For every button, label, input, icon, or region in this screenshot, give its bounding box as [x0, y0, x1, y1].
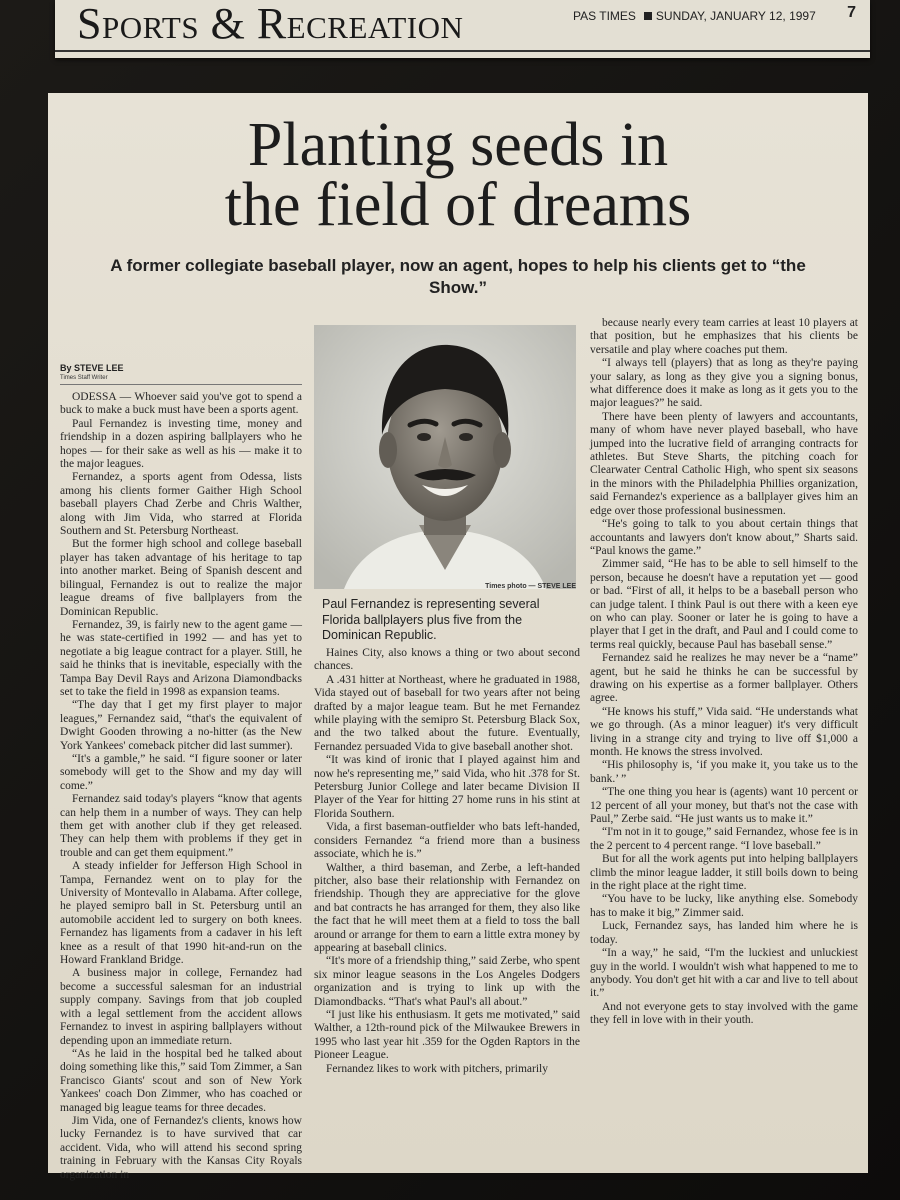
article-column-3: [590, 317, 858, 1028]
article-paragraph: “I just like his enthusiasm. It gets me motivated,” said Walther, a 12th-round pick of the Milwaukee Brewers in 1995 who last year hit .359 for the Ogden Raptors in the Pioneer League.: [314, 1008, 580, 1062]
article-paragraph: But for all the work agents put into helping ballplayers climb the minor league ladder, it still boils down to being in the right place at the right time.: [590, 853, 858, 893]
byline-title: Times Staff Writer: [60, 375, 108, 381]
article-paragraph: “The day that I get my first player to major leagues,” Fernandez said, “that's the equivalent of Dwight Gooden throwing a no-hitter (as the New York Yankees' comeback pitcher did last summer).: [60, 699, 302, 752]
article-paragraph: “His philosophy is, ‘if you make it, you take us to the bank.’ ”: [590, 759, 858, 785]
article-paragraph: Walther, a third baseman, and Zerbe, a left-handed pitcher, also base their relationship with Fernandez on friendship. Though they are appreciative for the glove and bat contracts he has arranged for them, they also like the fact that he will meet them at a field to toss the ball around or arrange for them to earn a little extra money by appearing at baseball clinics.: [314, 861, 580, 954]
article-clipping: [48, 93, 868, 1181]
article-paragraph: ODESSA — Whoever said you've got to spend a buck to make a buck must have been a sports agent.: [60, 391, 302, 417]
article-paragraph: A steady infielder for Jefferson High School in Tampa, Fernandez went on to play for the University of Montevallo in Alabama. After college, he played semipro ball in St. Petersburg until an automobile accident led to surgery on both knees. Fernandez has ligaments from a cadaver in his left knee as a result of that 1990 hit-and-run on the Howard Frankland Bridge.: [60, 860, 302, 967]
deck-subhead: A former collegiate baseball player, now an agent, hopes to help his clients get to “the Show.”: [110, 256, 806, 297]
article-paragraph: Luck, Fernandez says, has landed him where he is today.: [590, 920, 858, 946]
page-number: 7: [847, 4, 856, 21]
column-2-body: [314, 647, 580, 1076]
byline: By STEVE LEE: [60, 363, 124, 373]
article-paragraph: And not everyone gets to stay involved with the game they fell in love with in their youth.: [590, 1000, 858, 1027]
article-paragraph: Fernandez likes to work with pitchers, primarily: [326, 1062, 548, 1075]
section-title: Sports & Recreation: [77, 0, 464, 48]
article-paragraph: There have been plenty of lawyers and accountants, many of whom have never played baseball, who have jumped into the lucrative field of arranging contracts for athletes. But Steve Sharts, the pitching coach for Clearwater Central Catholic High, who spent six seasons in the minors with the Philadelphia Phillies organization, said Fernandez's experience as a ballplayer gives him an edge over those professional businessmen.: [590, 410, 858, 517]
article-paragraph: “It's more of a friendship thing,” said Zerbe, who spent six minor league seasons in the Los Angeles Dodgers organization and is trying to link up with the Diamondbacks. “That's what Paul's all about.”: [314, 955, 580, 1008]
square-bullet-icon: [644, 12, 652, 20]
article-paragraph: “The one thing you hear is (agents) want 10 percent or 12 percent of all your money, but that's not the case with Paul,” Zerbe said. “He just wants us to make it.”: [590, 786, 858, 826]
section-header-clipping: [55, 0, 870, 58]
headline: [48, 111, 868, 239]
byline-rule: [60, 384, 302, 385]
article-paragraph: Paul Fernandez is investing time, money and friendship in a dozen aspiring ballplayers who he hopes — for their sake as well as his — make it to the major leagues.: [60, 417, 302, 471]
article-paragraph: Fernandez said he realizes he may never be a “name” agent, but he said he thinks he can be successful by drawing on his expertise as a former ballplayer. Others agree.: [590, 652, 858, 705]
article-paragraph: “It was kind of ironic that I played against him and now he's representing me,” said Vida, who hit .378 for St. Petersburg Junior College and later became Division II Player of the Year for hitting 27 home runs in his stint at Florida Southern.: [314, 754, 580, 820]
article-paragraph: “As he laid in the hospital bed he talked about doing something like this,” said Tom Zimmer, a San Francisco Giants' scout and son of New York Yankees' coach Don Zimmer, who has coached or managed big league teams for three decades.: [60, 1047, 302, 1114]
paper-name: PAS TIMES: [573, 9, 636, 23]
portrait-photo: [314, 325, 576, 589]
article-paragraph: A business major in college, Fernandez had become a successful salesman for an industrial supply company. Savings from that job coupled with a legal settlement from the accident allows Fernandez to invest in aspiring ballplayers without depending upon an immediate return.: [60, 967, 302, 1047]
article-paragraph: Fernandez, a sports agent from Odessa, lists among his clients former Gaither High School baseball players Chad Zerbe and Chris Walther, along with Jim Vida, who starred at Florida Southern and St. Petersburg Northeast.: [60, 471, 302, 538]
article-paragraph: “In a way,” he said, “I'm the luckiest and unluckiest guy in the world. I wouldn't wish what happened to me to anybody. You don't get hit with a car and live to tell about it.”: [590, 947, 858, 1000]
article-paragraph: “It's a gamble,” he said. “I figure sooner or later somebody will get to the Show and my day will come.”: [60, 752, 302, 792]
article-paragraph: Fernandez said today's players “know that agents can help them in a number of ways. They can help them get with another club if they get released. They can help them with problems if they get in trouble and can get them equipment.”: [60, 793, 302, 859]
article-paragraph: A .431 hitter at Northeast, where he graduated in 1988, Vida stayed out of baseball for two years after not being drafted by a major league team. But he met Fernandez while playing with the semipro St. Petersburg Black Sox, and the two talked about the future. Eventually, Fernandez persuaded Vida to give baseball another shot.: [314, 673, 580, 753]
headline-line-2: the field of dreams: [224, 171, 692, 239]
header-rule: [55, 50, 870, 52]
photo-credit: Times photo — STEVE LEE: [485, 583, 576, 590]
article-paragraph: Fernandez, 39, is fairly new to the agent game — he was state-certified in 1992 — and has yet to negotiate a big league contract for a player. Still, he said he thinks that is inevitable, especially with the Tampa Bay Devil Rays and Arizona Diamondbacks set to take the field in 1998 as expansion teams.: [60, 618, 302, 698]
article-column-1: [60, 363, 302, 1182]
article-paragraph: “You have to be lucky, like anything else. Somebody has to make it big,” Zimmer said.: [590, 893, 858, 919]
article-paragraph: because nearly every team carries at least 10 players at that position, but he emphasizes that his clients be versatile and play where coaches put them.: [590, 317, 858, 356]
article-paragraph: “He knows his stuff,” Vida said. “He understands what we go through. (As a minor leaguer) it's very difficult living in a strange city and trying to live off $1,000 a month. He knows the stress involved.: [590, 705, 858, 758]
portrait-image: [314, 325, 576, 589]
article-paragraph: “I always tell (players) that as long as they're paying your salary, as long as they give you a signing bonus, what difference does it make as long as it gets you to the major leagues?” he said.: [590, 357, 858, 410]
article-paragraph: “I'm not in it to gouge,” said Fernandez, whose fee is in the 2 percent to 4 percent range. “I love baseball.”: [590, 826, 858, 852]
headline-line-1: Planting seeds in: [247, 111, 669, 179]
column-3-body: [590, 317, 858, 1028]
article-paragraph: Vida, a first baseman-outfielder who bats left-handed, considers Fernandez “a friend more than a business associate, which he is.”: [314, 821, 580, 861]
article-paragraph: But the former high school and college baseball player has taken advantage of his heritage to tap into another market. Being of Spanish descent and bilingual, Fernandez is out to realize the major league dreams of five ballplayers from the Dominican Republic.: [60, 538, 302, 618]
article-paragraph: Zimmer said, “He has to be able to sell himself to the person, because he doesn't have a reputation yet — good or bad. “First of all, it helps to be a baseball person who can judge talent. I think Paul is out there with a keen eye on who can play. Sooner or later he is going to have a player that I get in the draft, and Paul and I could come to terms real quickly, because Paul has baseball sense.”: [590, 558, 858, 651]
issue-date: SUNDAY, JANUARY 12, 1997: [655, 9, 816, 23]
photo-caption: Paul Fernandez is representing several Florida ballplayers plus five from the Dominican Republic.: [322, 597, 540, 642]
article-paragraph: “He's going to talk to you about certain things that accountants and lawyers don't know about,” Sharts said. “Paul knows the game.”: [590, 518, 858, 557]
column-1-body: [60, 391, 302, 1182]
article-paragraph: Jim Vida, one of Fernandez's clients, knows how lucky Fernandez is to have survived that car accident. Vida, who will attend his second spring training in February with the Kansas City Royals organization in: [60, 1114, 302, 1181]
article-column-2: [314, 647, 580, 1076]
header-meta: [573, 9, 816, 23]
article-paragraph: Haines City, also knows a thing or two about second chances.: [314, 647, 580, 673]
